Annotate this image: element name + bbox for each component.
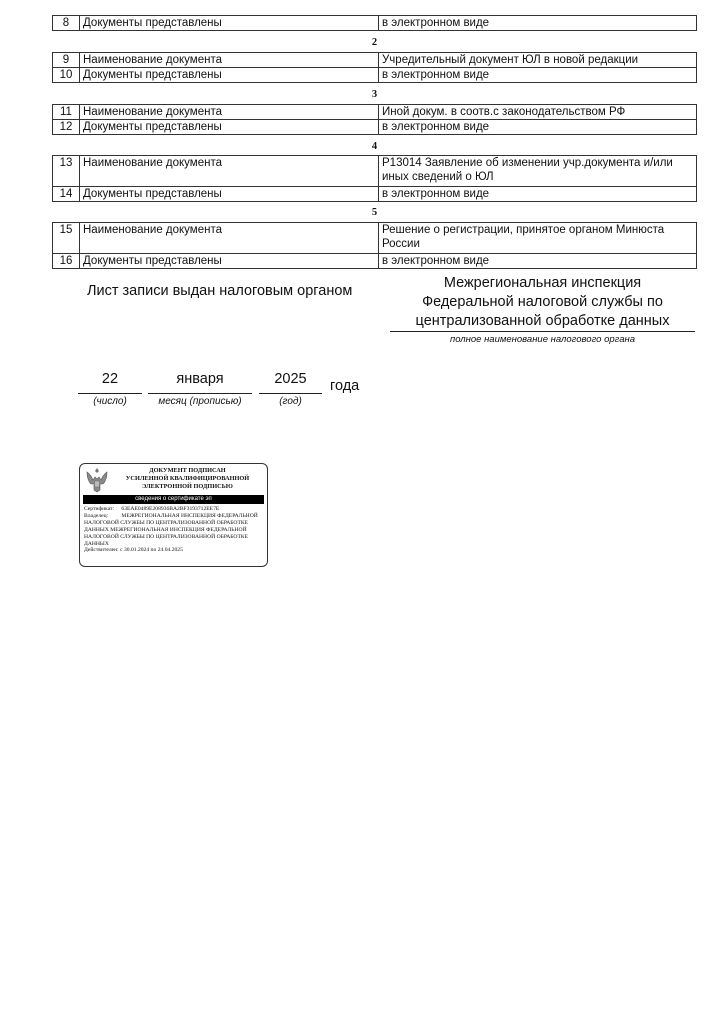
stamp-bar: сведения о сертификате эп xyxy=(83,495,264,504)
electronic-signature-stamp xyxy=(79,463,268,567)
row-label: Документы представлены xyxy=(80,120,379,135)
underline xyxy=(259,393,322,394)
row-label: Наименование документа xyxy=(80,223,379,254)
stamp-title-line: ДОКУМЕНТ ПОДПИСАН xyxy=(149,467,226,474)
valid-value: с 30.01.2024 по 24.04.2025 xyxy=(120,547,183,554)
stamp-title-line: УСИЛЕННОЙ КВАЛИФИЦИРОВАННОЙ xyxy=(125,475,250,482)
tax-authority-name xyxy=(390,274,695,331)
tax-authority-line: Федеральной налоговой службы по xyxy=(422,294,663,310)
tax-authority-caption: полное наименование налогового органа xyxy=(449,334,636,345)
tax-authority-line: централизованной обработке данных xyxy=(415,313,670,329)
underline xyxy=(148,393,252,394)
row-value: Решение о регистрации, принятое органом Минюста России xyxy=(379,223,697,254)
stamp-info xyxy=(84,506,264,554)
row-value: в электронном виде xyxy=(379,68,697,83)
underline xyxy=(390,331,695,332)
row-value: Иной докум. в соотв.с законодательством РФ xyxy=(379,105,697,120)
section-number: 4 xyxy=(371,141,378,152)
tax-authority-line: Межрегиональная инспекция xyxy=(443,275,642,291)
date-day: 22 xyxy=(101,371,119,387)
table-row xyxy=(53,187,697,202)
cert-value: 63EAE0489E208936BA2BF3193712EE7E xyxy=(121,506,220,512)
valid-label: Действителен: xyxy=(84,547,119,554)
row-number: 15 xyxy=(53,223,80,254)
table-row xyxy=(53,223,697,254)
issued-by-label: Лист записи выдан налоговым органом xyxy=(87,283,353,299)
row-value: в электронном виде xyxy=(379,254,697,269)
table-section-1-end xyxy=(52,15,697,31)
row-value: в электронном виде xyxy=(379,16,697,31)
underline xyxy=(78,393,142,394)
valid-line xyxy=(84,547,264,554)
table-row xyxy=(53,254,697,269)
row-label: Наименование документа xyxy=(80,156,379,187)
cert-label: Сертификат: xyxy=(84,506,115,512)
section-number: 2 xyxy=(371,37,378,48)
row-label: Документы представлены xyxy=(80,68,379,83)
table-row xyxy=(53,68,697,83)
row-number: 13 xyxy=(53,156,80,187)
row-label: Документы представлены xyxy=(80,254,379,269)
row-value: в электронном виде xyxy=(379,120,697,135)
date-month-caption: месяц (прописью) xyxy=(158,396,242,407)
section-number: 5 xyxy=(371,207,378,218)
table-section-2 xyxy=(52,52,697,83)
row-value: Учредительный документ ЮЛ в новой редакции xyxy=(379,53,697,68)
date-year: 2025 xyxy=(274,371,307,387)
section-number: 3 xyxy=(371,89,378,100)
row-label: Наименование документа xyxy=(80,53,379,68)
table-section-4 xyxy=(52,155,697,202)
stamp-title-line: ЭЛЕКТРОННОЙ ПОДПИСЬЮ xyxy=(142,483,233,490)
row-number: 10 xyxy=(53,68,80,83)
table-row xyxy=(53,105,697,120)
row-number: 14 xyxy=(53,187,80,202)
row-number: 11 xyxy=(53,105,80,120)
table-row xyxy=(53,53,697,68)
stamp-title xyxy=(110,467,265,491)
table-section-3 xyxy=(52,104,697,135)
owner-label: Владелец: xyxy=(84,512,109,519)
row-number: 16 xyxy=(53,254,80,269)
date-day-caption: (число) xyxy=(93,396,127,407)
russian-coat-of-arms-icon xyxy=(84,466,110,494)
row-value: Р13014 Заявление об изменении учр.документа и/или иных сведений о ЮЛ xyxy=(379,156,697,187)
table-row xyxy=(53,16,697,31)
row-number: 9 xyxy=(53,53,80,68)
date-year-caption: (год) xyxy=(279,396,302,407)
owner-line xyxy=(84,513,264,548)
row-value: в электронном виде xyxy=(379,187,697,202)
row-label: Документы представлены xyxy=(80,187,379,202)
date-month: января xyxy=(176,371,224,387)
row-number: 8 xyxy=(53,16,80,31)
row-label: Документы представлены xyxy=(80,16,379,31)
table-section-5 xyxy=(52,222,697,269)
row-label: Наименование документа xyxy=(80,105,379,120)
table-row xyxy=(53,156,697,187)
owner-value: МЕЖРЕГИОНАЛЬНАЯ ИНСПЕКЦИЯ ФЕДЕРАЛЬНОЙ НАЛОГОВОЙ СЛУЖБЫ ПО ЦЕНТРАЛИЗОВАННОЙ ОБРАБОТКЕ ДАННЫХ МЕЖРЕГИОНАЛЬНАЯ ИНСПЕКЦИЯ ФЕДЕРАЛЬНОЙ НАЛОГОВОЙ СЛУЖБЫ ПО ЦЕНТРАЛИЗОВАННОЙ ОБРАБОТКЕ ДАННЫХ xyxy=(84,512,258,547)
cert-line xyxy=(84,506,264,513)
date-suffix: года xyxy=(330,378,360,394)
row-number: 12 xyxy=(53,120,80,135)
table-row xyxy=(53,120,697,135)
